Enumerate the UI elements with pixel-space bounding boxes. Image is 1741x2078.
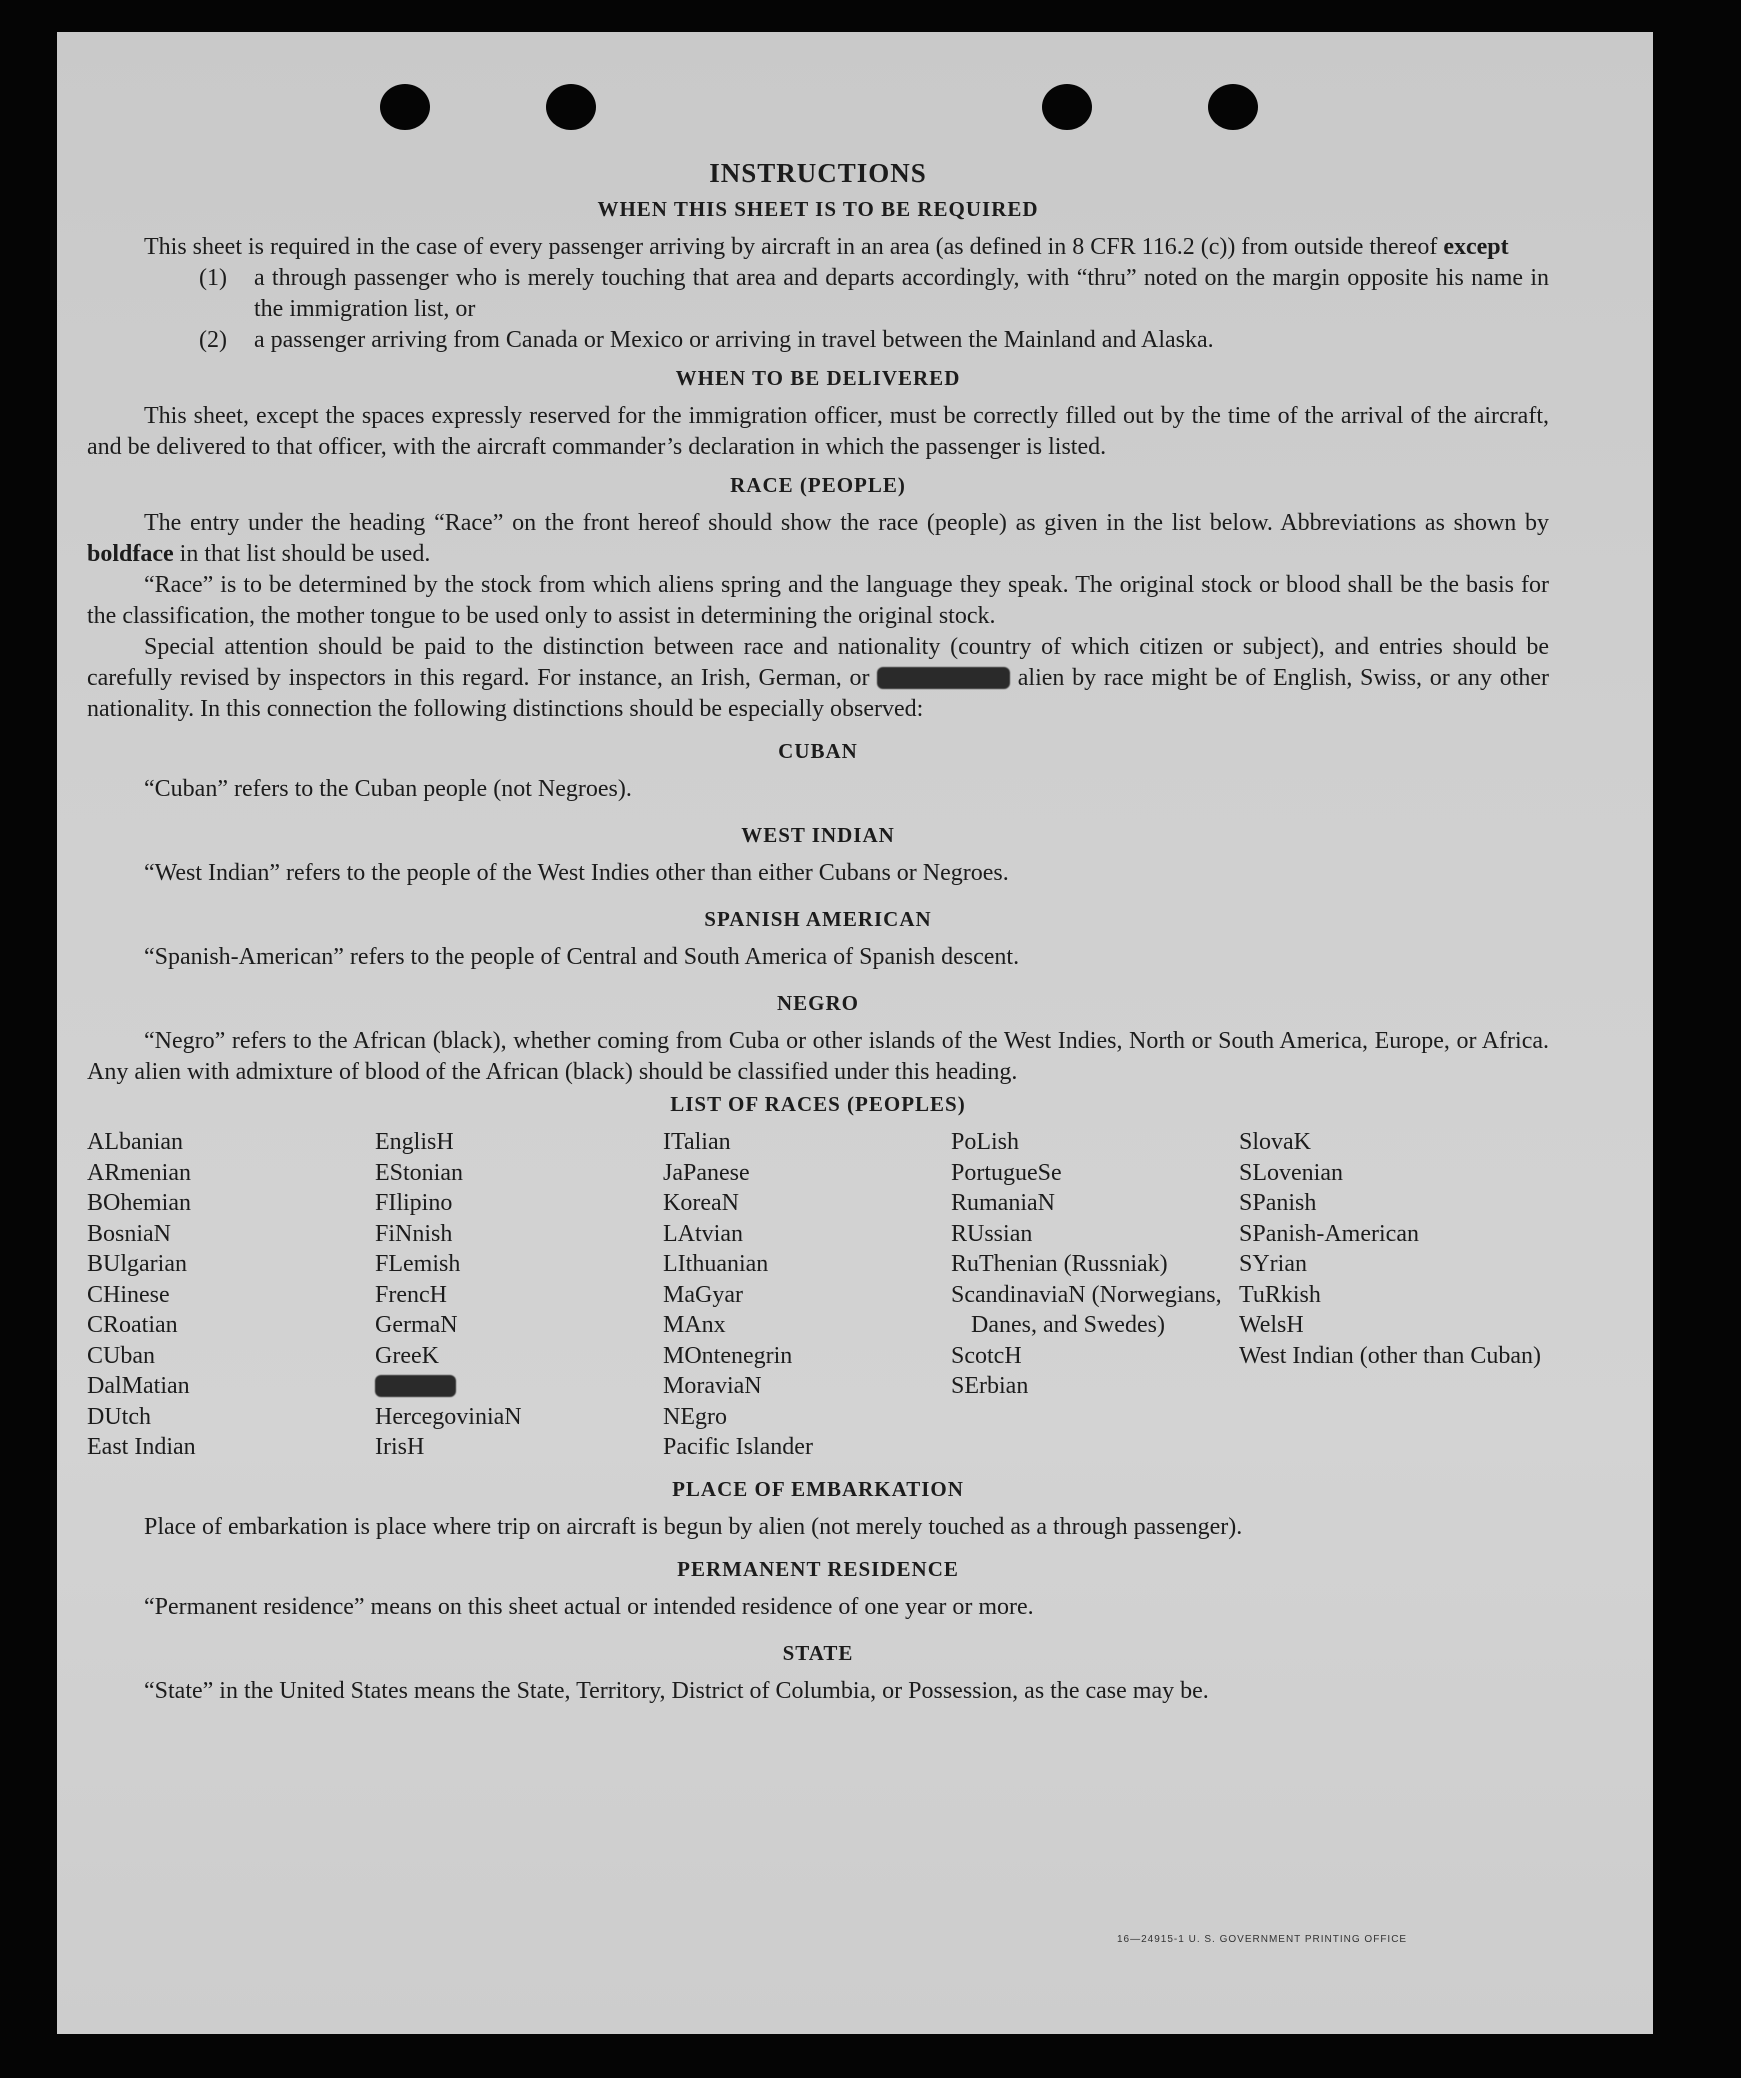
race-column xyxy=(87,1127,375,1463)
section-heading: RACE (PEOPLE) xyxy=(730,473,906,497)
race-entry: FrencH xyxy=(375,1281,447,1308)
paragraph: Place of embarkation is place where trip on aircraft is begun by alien (not merely touched as a through passenger). xyxy=(144,1513,1243,1540)
race-entry: BOhemian xyxy=(87,1190,191,1216)
race-entry: MoraviaN xyxy=(663,1373,762,1399)
race-entry: PortugueSe xyxy=(951,1159,1062,1186)
section-heading: WHEN TO BE DELIVERED xyxy=(675,366,961,390)
race-entry: BosniaN xyxy=(87,1220,171,1247)
section-heading: SPANISH AMERICAN xyxy=(704,907,932,931)
race-entry: TuRkish xyxy=(1239,1281,1321,1308)
race-list xyxy=(87,1127,1549,1463)
race-entry: DUtch xyxy=(87,1403,151,1430)
race-entry: SErbian xyxy=(951,1373,1029,1399)
race-entry: EnglisH xyxy=(375,1129,454,1155)
section-heading: WEST INDIAN xyxy=(741,823,895,847)
list-text: a through passenger who is merely touching that area and departs accordingly, with “thru” noted on the margin opposite his name in the immigration list, or xyxy=(254,265,1549,322)
race-entry: BUlgarian xyxy=(87,1251,187,1277)
race-entry: GreeK xyxy=(375,1342,439,1369)
paragraph xyxy=(87,632,1549,725)
bold-text: boldface xyxy=(87,541,174,567)
race-entry: GermaN xyxy=(375,1312,458,1338)
race-entry: MAnx xyxy=(663,1312,726,1338)
list-item xyxy=(199,325,1549,356)
paragraph-text: alien by race might be of English, Swiss, or any other nationality. In this connection the following distinctions should be especially observed: xyxy=(87,665,1550,722)
section-heading: WHEN THIS SHEET IS TO BE REQUIRED xyxy=(597,197,1039,221)
race-entry: CUban xyxy=(87,1342,155,1369)
race-entry: RumaniaN xyxy=(951,1190,1055,1216)
paragraph: “Cuban” refers to the Cuban people (not Negroes). xyxy=(144,776,632,802)
redacted-word xyxy=(877,667,1010,689)
punch-hole xyxy=(546,84,596,130)
race-entry: DalMatian xyxy=(87,1373,190,1399)
section-heading: CUBAN xyxy=(778,739,858,763)
race-entry: RuThenian (Russniak) xyxy=(951,1251,1168,1277)
paragraph-text: This sheet is required in the case of every passenger arriving by aircraft in an area (as defined in 8 CFR 116.2 (c)) from outside thereof xyxy=(144,234,1438,260)
race-column xyxy=(375,1127,663,1463)
document-sheet xyxy=(57,32,1653,2034)
paragraph-text: The entry under the heading “Race” on the front hereof should show the race (people) as given in the list below. Abbreviations as shown by xyxy=(144,510,1549,536)
race-entry: ALbanian xyxy=(87,1129,183,1155)
paragraph: “West Indian” refers to the people of the West Indies other than either Cubans or Negroes. xyxy=(144,860,1009,886)
section-heading: PLACE OF EMBARKATION xyxy=(672,1476,964,1501)
race-column xyxy=(951,1127,1239,1463)
race-entry: CRoatian xyxy=(87,1312,178,1338)
paragraph xyxy=(87,232,1549,263)
list-number: (1) xyxy=(199,265,227,291)
race-entry: East Indian xyxy=(87,1434,196,1460)
page-title: INSTRUCTIONS xyxy=(709,158,927,188)
race-entry: CHinese xyxy=(87,1281,170,1308)
race-entry: MaGyar xyxy=(663,1281,743,1308)
race-column xyxy=(663,1127,951,1463)
punch-hole xyxy=(1208,84,1258,130)
list-number: (2) xyxy=(199,327,227,353)
race-entry: WelsH xyxy=(1239,1312,1304,1338)
form-number: 16—24915-1 U. S. GOVERNMENT PRINTING OFFICE xyxy=(1117,1934,1408,1945)
race-entry: EStonian xyxy=(375,1159,463,1186)
redacted-word xyxy=(375,1375,456,1397)
paragraph: This sheet, except the spaces expressly reserved for the immigration officer, must be correctly filled out by the time of the arrival of the aircraft, and be delivered to that officer, with the aircraft commander’s declaration in which the passenger is listed. xyxy=(87,403,1549,460)
race-entry: LAtvian xyxy=(663,1220,743,1247)
paragraph-text: Special attention should be paid to the distinction between race and nationality (country of which citizen or subject), and entries should be carefully revised by inspectors in this regard. For instance, an Irish, German, or xyxy=(87,634,1549,691)
race-entry: Pacific Islander xyxy=(663,1434,813,1460)
section-heading: NEGRO xyxy=(776,991,859,1015)
race-column xyxy=(1239,1127,1549,1463)
punch-hole xyxy=(1042,84,1092,130)
race-entry: FiNnish xyxy=(375,1220,453,1247)
bold-text: except xyxy=(1443,234,1509,260)
race-entry: West Indian (other than Cuban) xyxy=(1239,1342,1541,1369)
list-item xyxy=(199,263,1549,325)
race-entry: SPanish-American xyxy=(1239,1220,1419,1247)
race-entry: ScandinaviaN (Norwegians, Danes, and Swedes) xyxy=(951,1281,1222,1338)
race-entry: MOntenegrin xyxy=(663,1342,793,1369)
paragraph-text: in that list should be used. xyxy=(179,541,431,567)
race-entry: PoLish xyxy=(951,1129,1020,1155)
paragraph: “State” in the United States means the State, Territory, District of Columbia, or Possession, as the case may be. xyxy=(144,1677,1209,1704)
race-entry: FIlipino xyxy=(375,1190,453,1216)
section-heading: LIST OF RACES (PEOPLES) xyxy=(670,1092,966,1116)
paragraph: “Race” is to be determined by the stock from which aliens spring and the language they speak. The original stock or blood shall be the basis for the classification, the mother tongue to be used only to assist in determining the original stock. xyxy=(87,572,1549,629)
section-heading: PERMANENT RESIDENCE xyxy=(677,1556,959,1581)
race-entry: ARmenian xyxy=(87,1159,191,1186)
race-entry: SPanish xyxy=(1239,1190,1317,1216)
punch-hole xyxy=(380,84,430,130)
paragraph xyxy=(87,508,1549,570)
paragraph: “Spanish-American” refers to the people of Central and South America of Spanish descent. xyxy=(144,944,1020,970)
race-entry: RUssian xyxy=(951,1220,1033,1247)
race-entry: ITalian xyxy=(663,1129,731,1155)
list-text: a passenger arriving from Canada or Mexico or arriving in travel between the Mainland and Alaska. xyxy=(254,327,1214,353)
race-entry: SYrian xyxy=(1239,1251,1307,1277)
race-entry-redacted xyxy=(375,1371,663,1402)
section-heading: STATE xyxy=(782,1640,854,1665)
instructions-content xyxy=(87,158,1549,1707)
race-entry: SlovaK xyxy=(1239,1129,1311,1155)
race-entry: NEgro xyxy=(663,1403,727,1430)
race-entry: HercegoviniaN xyxy=(375,1403,522,1430)
race-entry: KoreaN xyxy=(663,1190,739,1216)
race-entry: IrisH xyxy=(375,1434,425,1460)
paragraph: “Negro” refers to the African (black), whether coming from Cuba or other islands of the West Indies, North or South America, Europe, or Africa. Any alien with admixture of blood of the African (black) should be classified under this heading. xyxy=(87,1028,1549,1085)
race-entry: JaPanese xyxy=(663,1159,750,1186)
race-entry: ScotcH xyxy=(951,1342,1022,1369)
race-entry: LIthuanian xyxy=(663,1251,769,1277)
race-entry: SLovenian xyxy=(1239,1159,1343,1186)
race-entry: FLemish xyxy=(375,1251,461,1277)
paragraph: “Permanent residence” means on this sheet actual or intended residence of one year or more. xyxy=(144,1593,1034,1620)
